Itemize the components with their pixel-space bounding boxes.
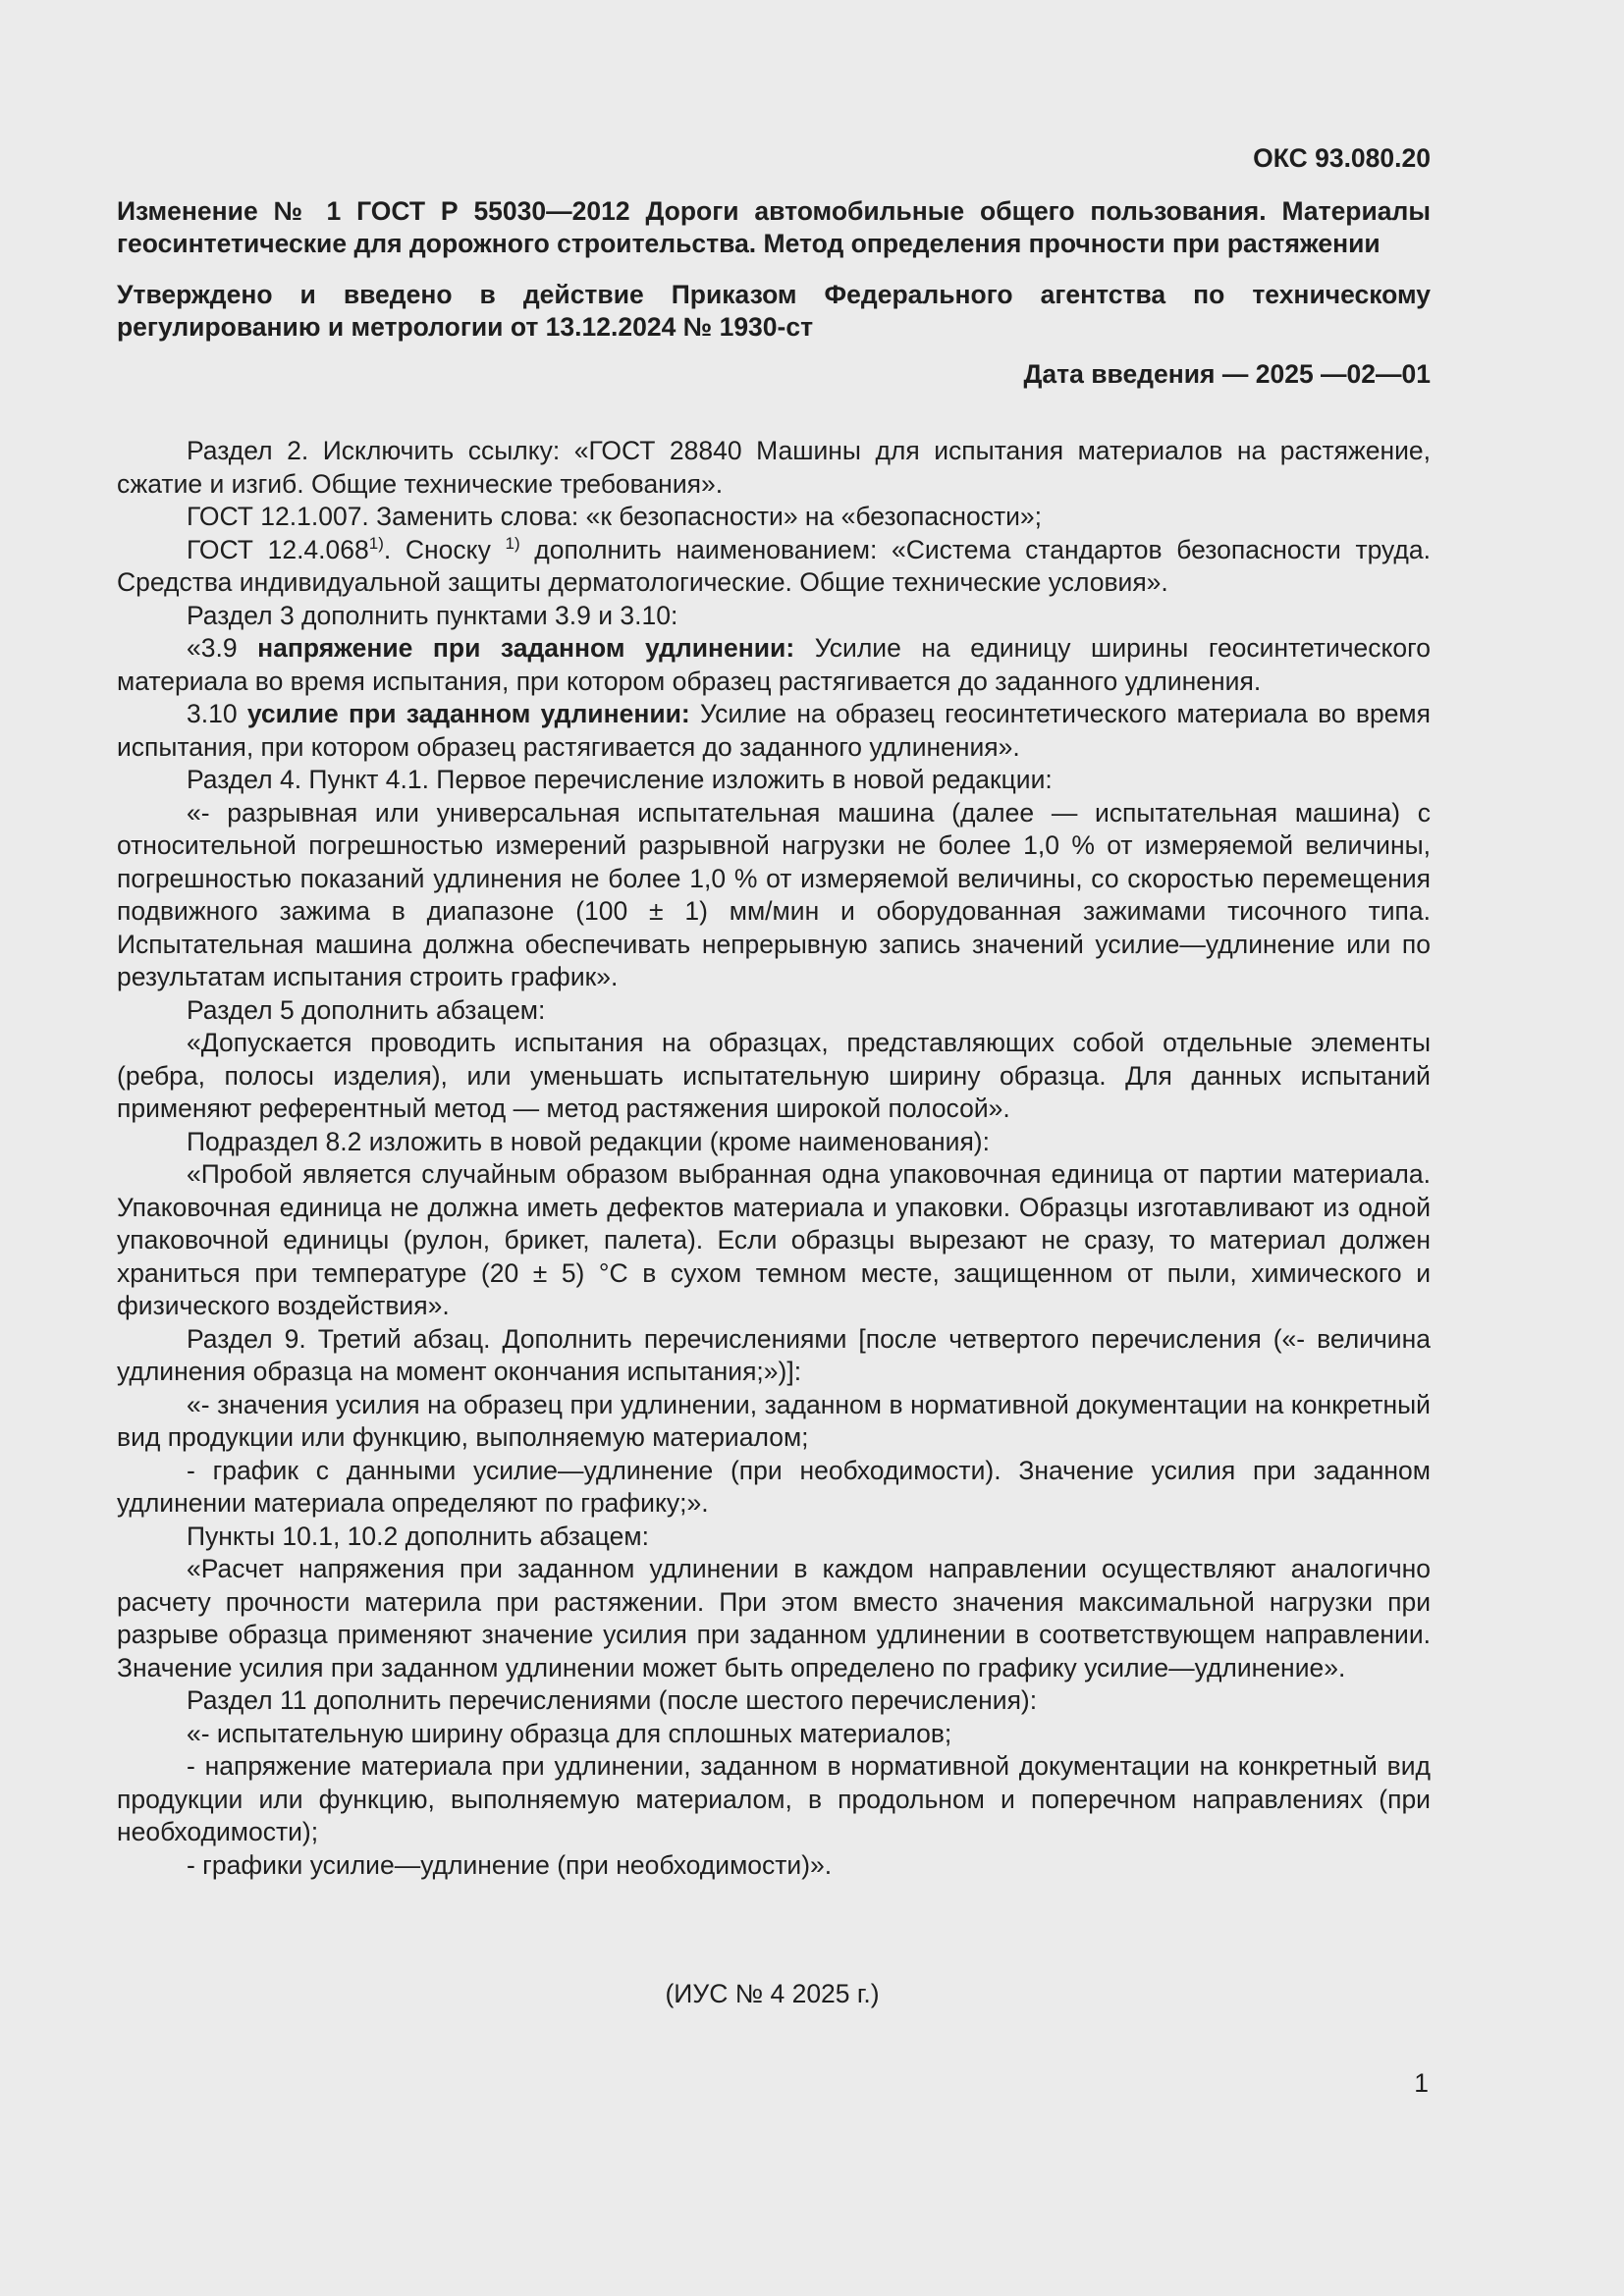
paragraph: «- испытательную ширину образца для сплошных материалов;	[187, 1718, 952, 1748]
paragraph	[117, 698, 1431, 764]
clause-number: «3.9	[187, 633, 258, 663]
paragraph-text: дополнить наименованием: «Система стандартов безопасности труда. Средства индивидуальной защиты дерматологические. Общие технические условия».	[117, 534, 1431, 597]
paragraph: Раздел 11 дополнить перечислениями (после шестого перечисления):	[187, 1685, 1038, 1715]
paragraph: Раздел 4. Пункт 4.1. Первое перечисление изложить в новой редакции:	[187, 765, 1053, 794]
paragraph: Подраздел 8.2 изложить в новой редакции (кроме наименования):	[187, 1126, 990, 1156]
paragraph: «Расчет напряжения при заданном удлинении в каждом направлении осуществляют аналогично расчету прочности материла при растяжении. При этом вместо значения максимальной нагрузки при разрыве образца применяют значение усилия при заданном удлинении в соответствующем направлении. Значение усилия при заданном удлинении может быть определено по графику усилие—удлинение».	[117, 1554, 1431, 1682]
introduction-date: Дата введения — 2025 —02—01	[1023, 358, 1431, 389]
paragraph: - напряжение материала при удлинении, заданном в нормативной документации на конкретный вид продукции или функцию, выполняемую материалом, в продольном и поперечном направлениях (при необходимости);	[117, 1751, 1431, 1846]
ius-reference: (ИУС № 4 2025 г.)	[665, 1979, 880, 2008]
term: усилие при заданном удлинении:	[246, 699, 690, 728]
paragraph: ГОСТ 12.1.007. Заменить слова: «к безопасности» на «безопасности»;	[187, 502, 1043, 531]
paragraph: - графики усилие—удлинение (при необходимости)».	[187, 1849, 833, 1880]
paragraph: «- разрывная или универсальная испытательная машина (далее — испытательная машина) с относительной погрешностью измерений разрывной нагрузки не более 1,0 % от измеряемой величины, погрешностью показаний удлинения не более 1,0 % от измеряемой величины, со скоростью перемещения подвижного зажима в диапазоне (100 ± 1) мм/мин и оборудованная зажимами тисочного типа. Испытательная машина должна обеспечивать непрерывную запись значений усилие—удлинение или по результатам испытания строить график».	[117, 797, 1431, 991]
approval-statement: Утверждено и введено в действие Приказом Федерального агентства по техническому регулированию и метрологии от 13.12.2024 № 1930-ст	[117, 279, 1431, 342]
paragraph: «- значения усилия на образец при удлинении, заданном в нормативной документации на конкретный вид продукции или функцию, выполняемую материалом;	[117, 1389, 1431, 1452]
paragraph: «Допускается проводить испытания на образцах, представляющих собой отдельные элементы (ребра, полосы изделия), или уменьшать испытательную ширину образца. Для данных испытаний применяют референтный метод — метод растяжения широкой полосой».	[117, 1028, 1431, 1123]
definition: Усилие на единицу ширины геосинтетического материала во время испытания, при котором образец растягивается до заданного удлинения.	[117, 633, 1431, 696]
paragraph: Раздел 3 дополнить пунктами 3.9 и 3.10:	[187, 600, 678, 630]
footnote-mark: 1)	[368, 533, 384, 553]
paragraph: Раздел 2. Исключить ссылку: «ГОСТ 28840 Машины для испытания материалов на растяжение, сжатие и изгиб. Общие технические требования».	[117, 436, 1431, 499]
paragraph	[117, 632, 1431, 698]
paragraph: Раздел 5 дополнить абзацем:	[187, 994, 546, 1025]
clause-number: 3.10	[187, 699, 247, 728]
document-body	[117, 435, 1431, 1882]
paragraph: - график с данными усилие—удлинение (при необходимости). Значение усилия при заданном удлинении материала определяют по графику;».	[117, 1455, 1431, 1518]
term: напряжение при заданном удлинении:	[257, 633, 795, 663]
definition: Усилие на образец геосинтетического материала во время испытания, при котором образец растягивается до заданного удлинения».	[117, 699, 1431, 762]
amendment-title: Изменение № 1 ГОСТ Р 55030—2012 Дороги автомобильные общего пользования. Материалы геосинтетические для дорожного строительства. Метод определения прочности при растяжении	[117, 195, 1431, 258]
paragraph: Раздел 9. Третий абзац. Дополнить перечислениями [после четвертого перечисления («- величина удлинения образца на момент окончания испытания;»)]:	[117, 1323, 1431, 1386]
paragraph-text: . Сноску	[383, 534, 506, 564]
footnote-mark: 1)	[505, 533, 520, 553]
document-content	[117, 142, 1431, 1882]
page-number: 1	[1414, 2068, 1429, 2098]
paragraph: Пункты 10.1, 10.2 дополнить абзацем:	[187, 1521, 649, 1551]
okc-code: ОКС 93.080.20	[1253, 143, 1431, 173]
paragraph-text: ГОСТ 12.4.068	[187, 534, 369, 564]
paragraph	[117, 534, 1431, 600]
paragraph: «Пробой является случайным образом выбранная одна упаковочная единица от партии материала. Упаковочная единица не должна иметь дефектов материала и упаковки. Образцы изготавливают из одной упаковочной единицы (рулон, брикет, палета). Если образцы вырезают не сразу, то материал должен храниться при температуре (20 ± 5) °С в сухом темном месте, защищенном от пыли, химического и физического воздействия».	[117, 1159, 1431, 1320]
